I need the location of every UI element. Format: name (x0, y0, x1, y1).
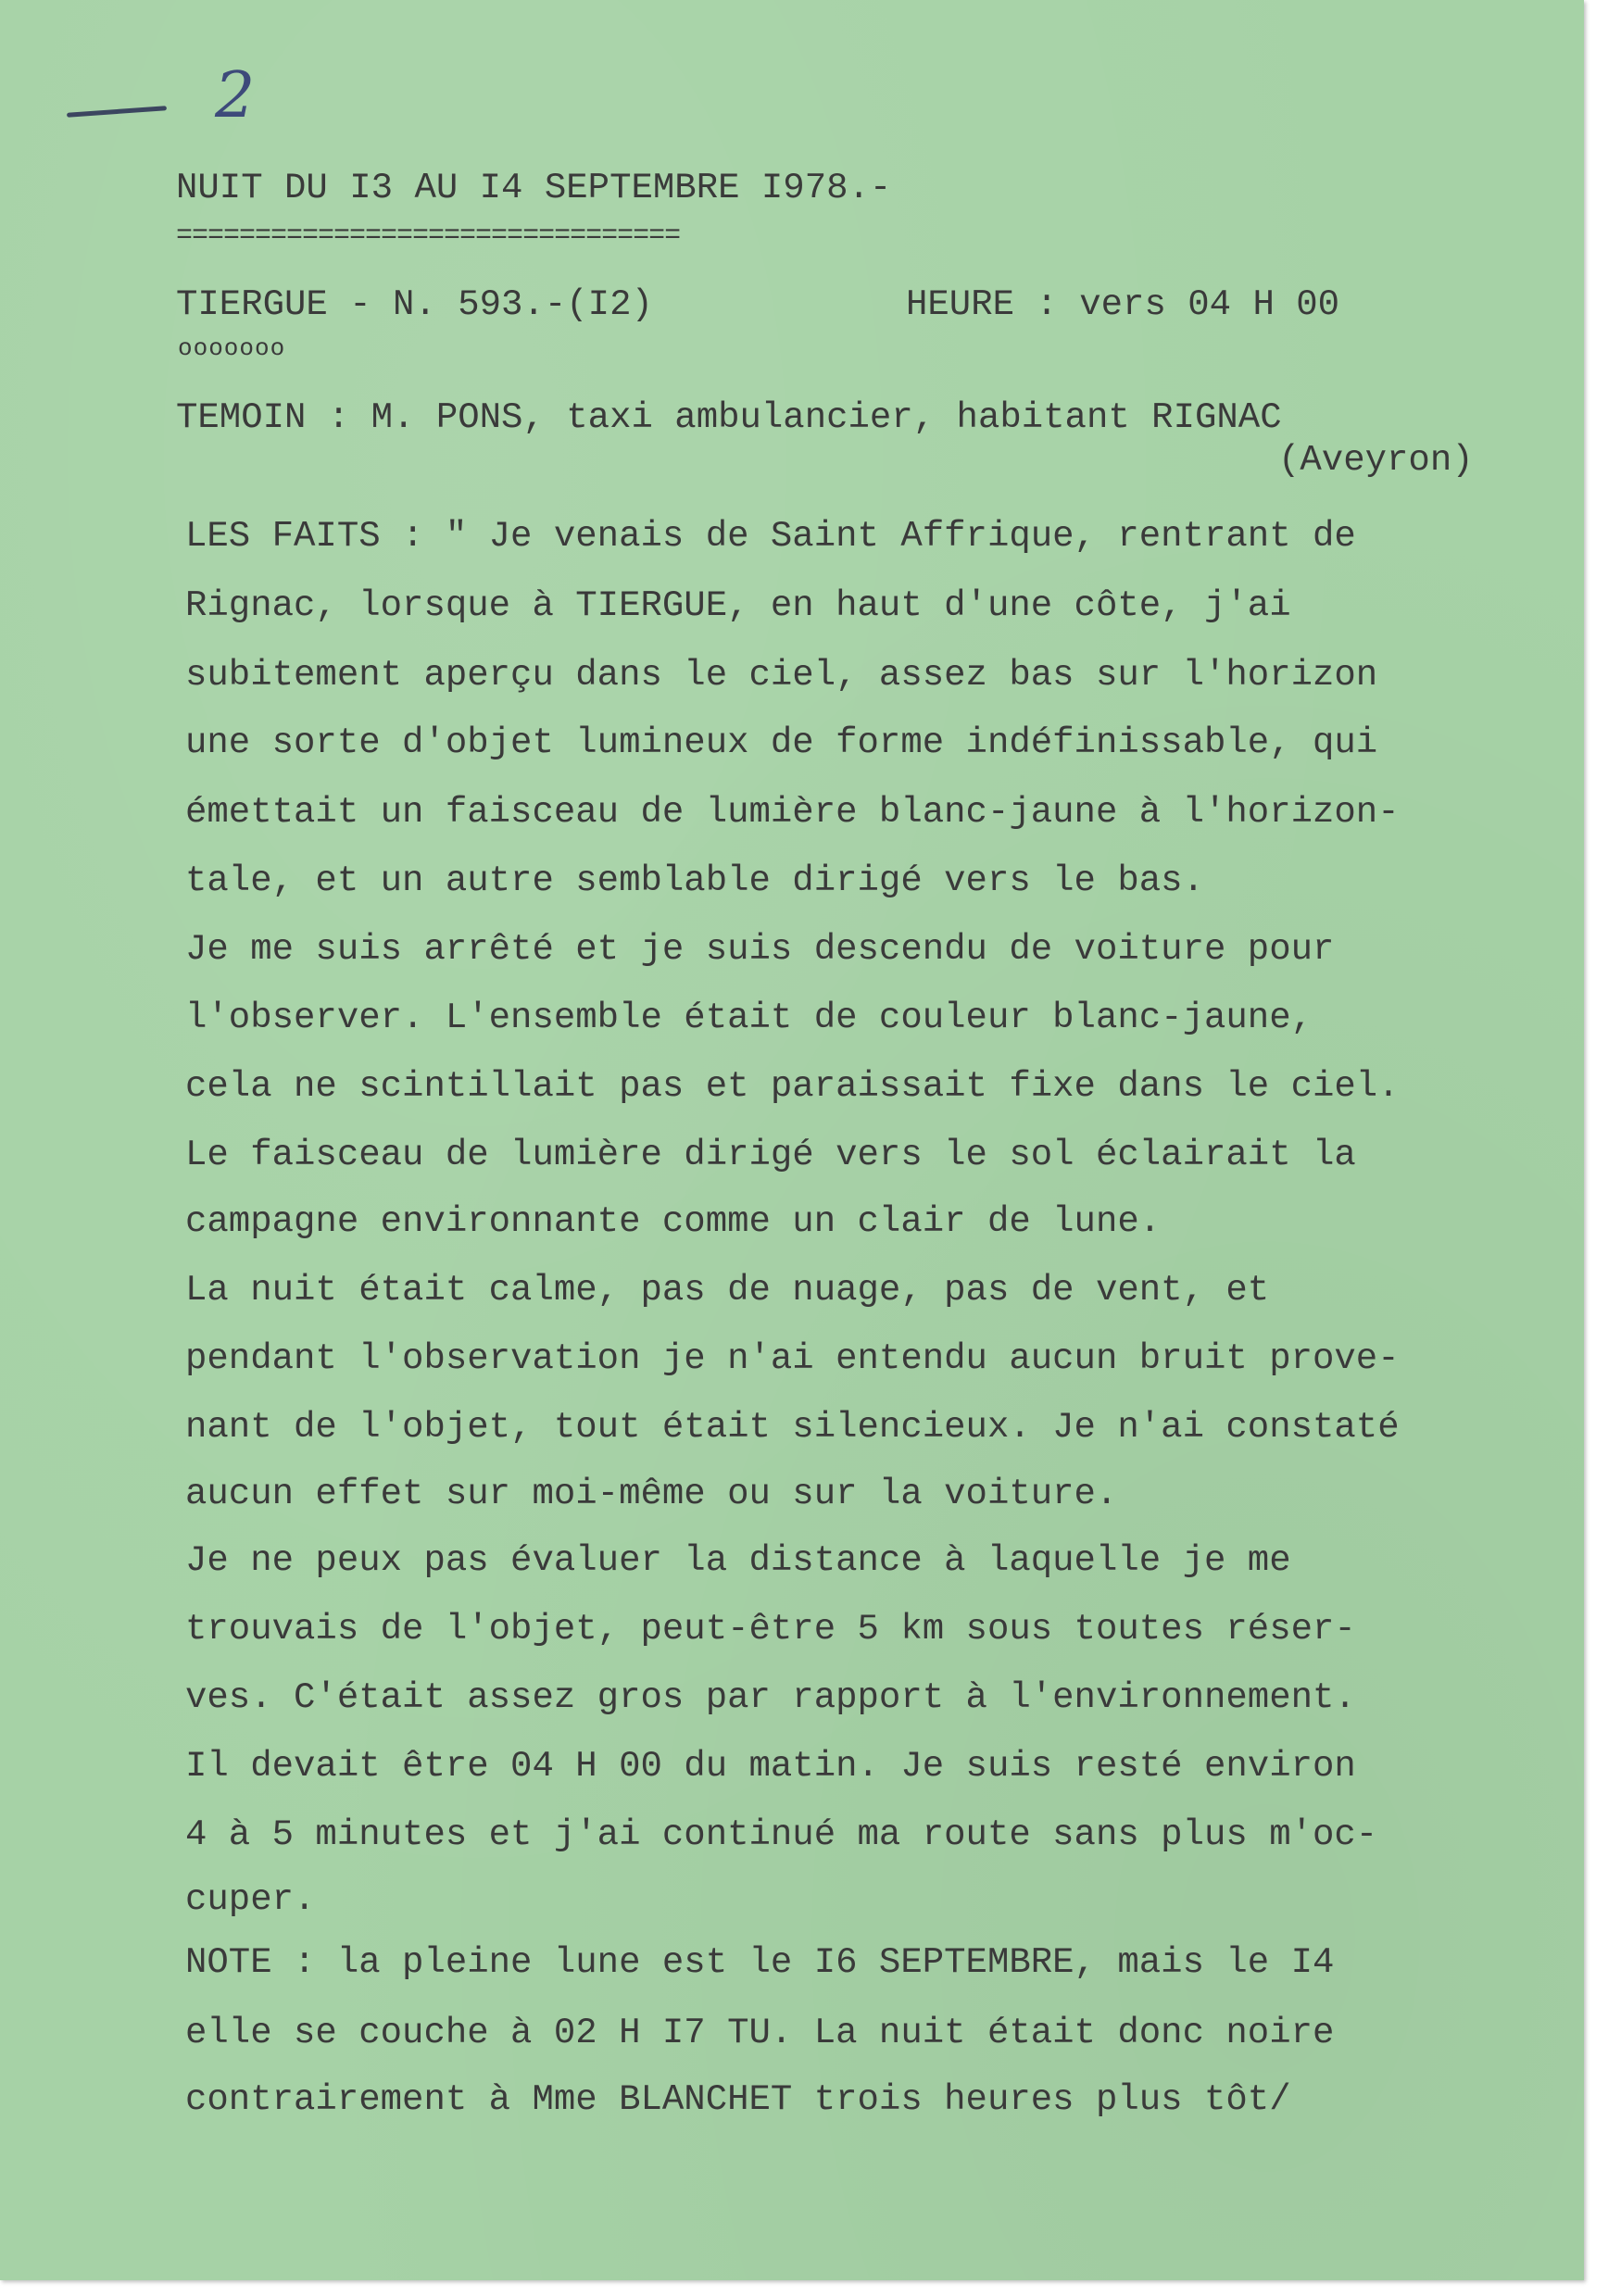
body-line: aucun effet sur moi-même ou sur la voiture. (185, 1474, 1118, 1514)
document-title: NUIT DU I3 AU I4 SEPTEMBRE I978.- (176, 168, 892, 208)
body-line: Le faisceau de lumière dirigé vers le sol éclairait la (185, 1135, 1356, 1175)
body-line: émettait un faisceau de lumière blanc-jaune à l'horizon- (185, 792, 1400, 833)
note-line: contrairement à Mme BLANCHET trois heures plus tôt/ (185, 2079, 1291, 2120)
body-line: cela ne scintillait pas et paraissait fixe dans le ciel. (185, 1066, 1400, 1107)
body-line: Je me suis arrêté et je suis descendu de voiture pour (185, 929, 1335, 970)
body-line: une sorte d'objet lumineux de forme indéfinissable, qui (185, 722, 1378, 763)
body-line: tale, et un autre semblable dirigé vers le bas. (185, 860, 1204, 901)
title-underline: ================================ (176, 220, 681, 252)
reference-underline: ooooooo (178, 334, 286, 362)
body-line: LES FAITS : " Je venais de Saint Affrique, rentrant de (185, 516, 1356, 557)
body-line: cuper. (185, 1879, 316, 1920)
note-line: elle se couche à 02 H I7 TU. La nuit était donc noire (185, 2013, 1335, 2053)
body-line: 4 à 5 minutes et j'ai continué ma route sans plus m'oc- (185, 1814, 1378, 1855)
body-line: Je ne peux pas évaluer la distance à laquelle je me (185, 1540, 1291, 1581)
body-line: pendant l'observation je n'ai entendu aucun bruit prove- (185, 1338, 1400, 1379)
observation-time: HEURE : vers 04 H 00 (906, 284, 1340, 325)
page-number: 2 (215, 59, 256, 132)
witness-line: TEMOIN : M. PONS, taxi ambulancier, habitant RIGNAC (176, 397, 1282, 438)
body-line: Rignac, lorsque à TIERGUE, en haut d'une côte, j'ai (185, 585, 1291, 626)
body-line: subitement aperçu dans le ciel, assez bas sur l'horizon (185, 655, 1378, 696)
witness-location: (Aveyron) (1278, 440, 1474, 481)
body-line: l'observer. L'ensemble était de couleur blanc-jaune, (185, 997, 1313, 1038)
case-reference: TIERGUE - N. 593.-(I2) (176, 284, 653, 325)
handwritten-dash (67, 106, 167, 118)
body-line: Il devait être 04 H 00 du matin. Je suis resté environ (185, 1746, 1356, 1787)
body-line: La nuit était calme, pas de nuage, pas de vent, et (185, 1270, 1270, 1311)
note-line: NOTE : la pleine lune est le I6 SEPTEMBRE, mais le I4 (185, 1942, 1335, 1983)
body-line: nant de l'objet, tout était silencieux. Je n'ai constaté (185, 1407, 1400, 1448)
body-line: ves. C'était assez gros par rapport à l'environnement. (185, 1677, 1356, 1718)
body-line: trouvais de l'objet, peut-être 5 km sous toutes réser- (185, 1609, 1356, 1650)
body-line: campagne environnante comme un clair de lune. (185, 1201, 1162, 1242)
